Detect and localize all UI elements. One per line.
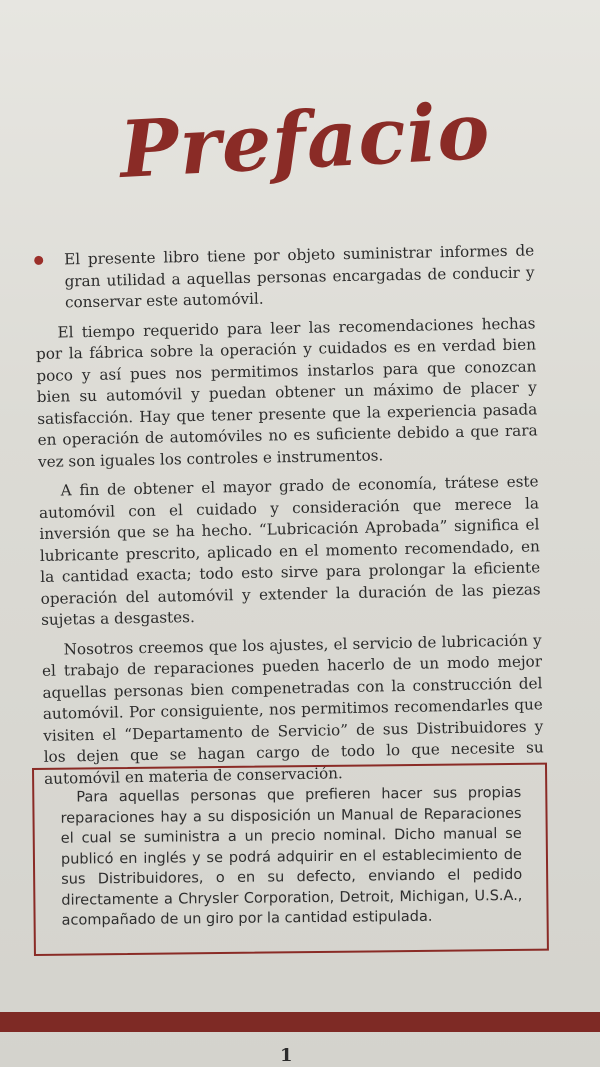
paragraph-1 xyxy=(34,240,535,314)
notice-text: Para aquellas personas que prefieren hacer sus propias reparaciones hay a su disposición un Manual de Reparaciones el cual se suministra a un precio nominal. Dicho manual se publicó en inglés y se podrá adquirir en el establecimiento de sus Distribuidores, o en su defecto, enviando el pedido directamente a Chrysler Corporation, Detroit, Michigan, U.S.A., acompañado de un giro por la cantidad estipulada. xyxy=(60,784,523,929)
bullet-icon xyxy=(34,256,43,265)
paragraph-3: A fin de obtener el mayor grado de economía, trátese este automóvil con el cuidado y consideración que merece la inversión que se ha hecho. “Lubricación Aprobada” significa el lubricante prescrito, aplicado en el momento recomendado, en la cantidad exacta; todo esto sirve para prolongar la eficiente operación del automóvil y extender la duración de las piezas sujetas a desgastes. xyxy=(38,472,541,629)
page-title: Prefacio xyxy=(117,85,493,196)
page-number: 1 xyxy=(280,1045,293,1066)
footer-band xyxy=(0,1012,600,1032)
paragraph-1-text: El presente libro tiene por objeto suministrar informes de gran utilidad a aquellas personas encargadas de conducir y conservar este automóvil. xyxy=(64,241,535,312)
paragraph-2: El tiempo requerido para leer las recomendaciones hechas por la fábrica sobre la operación y cuidados es en verdad bien poco y así pues nos permitimos instarlos para que conozcan bien su automóvil y puedan obtener un máximo de placer y satisfacción. Hay que tener presente que la experiencia pasada en operación de automóviles no es suficiente debido a que rara vez son iguales los controles e instrumentos. xyxy=(35,313,538,471)
repair-manual-notice-box xyxy=(32,763,549,956)
preface-body xyxy=(34,240,544,797)
paragraph-4: Nosotros creemos que los ajustes, el servicio de lubricación y el trabajo de reparaciones pueden hacerlo de un modo mejor aquellas personas bien compenetradas con la construcción del automóvil. Por consiguiente, nos permitimos recomendarles que visiten el “Departamento de Servicio” de sus Distribuidores y los dejen que se hagan cargo de todo lo que necesite su automóvil en materia de conservación. xyxy=(41,630,544,788)
